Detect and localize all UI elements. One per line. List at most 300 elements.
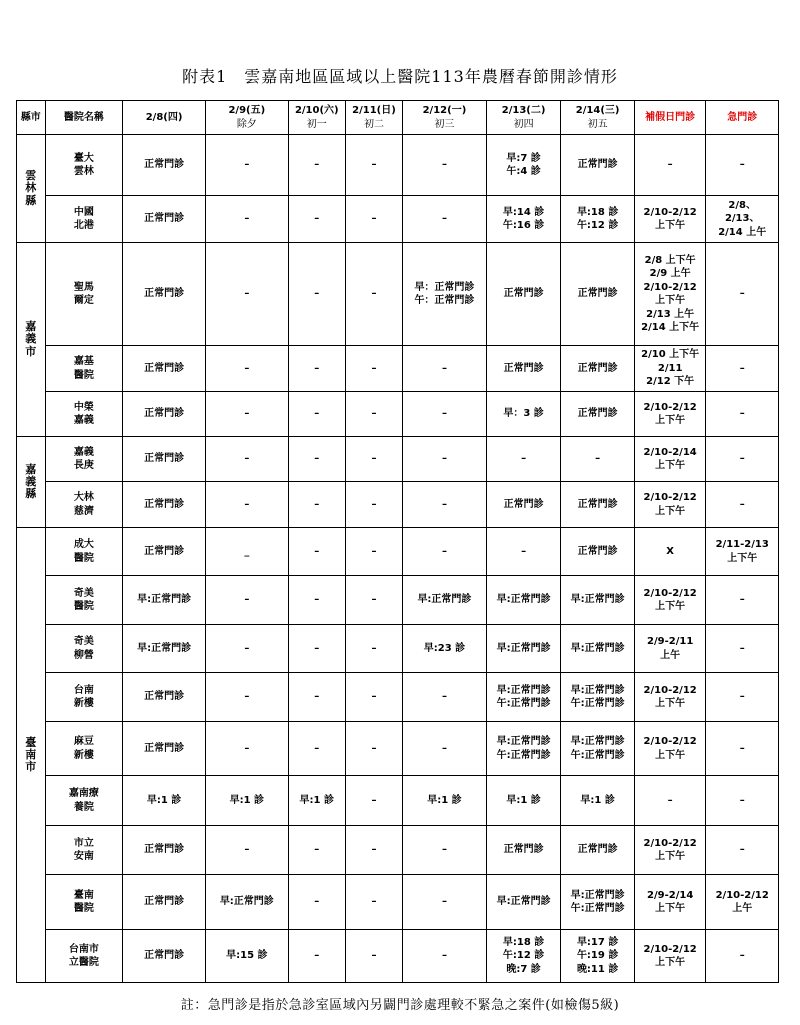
- hospital-line: 醫院: [73, 552, 94, 564]
- hospital-line: 台南市: [68, 943, 99, 955]
- d7-line: 午:正常門診: [570, 903, 625, 914]
- header-d5: [403, 101, 487, 135]
- cell-d6: [486, 722, 561, 776]
- d5-line: –: [441, 742, 447, 754]
- hospital-line: 雲林: [73, 166, 94, 177]
- cell-d4: [345, 135, 402, 196]
- hospital-cell: [45, 722, 123, 776]
- d6-line: 早:正常門診: [496, 642, 551, 654]
- cell-emergency: [706, 243, 779, 346]
- holiday-line: 2/9-2/14: [647, 889, 694, 901]
- cell-emergency: [706, 482, 779, 528]
- d2-line: _: [244, 545, 250, 557]
- cell-d4: [345, 625, 402, 673]
- d6-line: 晚:7 診: [506, 963, 541, 975]
- d7-line: 午:正常門診: [570, 698, 625, 709]
- cell-d4: [345, 930, 402, 983]
- header-d1: 2/8(四): [123, 101, 206, 135]
- d6-line: 早:正常門診: [496, 684, 551, 696]
- holiday-line: 上午: [660, 649, 681, 661]
- cell-d3: [288, 625, 345, 673]
- cell-d6: [486, 673, 561, 722]
- d3-line: –: [314, 408, 320, 420]
- cell-d7: [561, 875, 635, 930]
- d5-line: 早:正常門診: [417, 594, 472, 606]
- cell-d5: [403, 826, 487, 875]
- d4-line: –: [371, 288, 377, 300]
- cell-d1: [123, 576, 206, 625]
- d7-line: 早:正常門診: [570, 736, 625, 747]
- header-d2-sub: 除夕: [236, 118, 257, 130]
- header-hospital: 醫院名稱: [45, 101, 123, 135]
- cell-d6: [486, 243, 561, 346]
- d2-line: –: [244, 844, 250, 856]
- cell-d1: [123, 875, 206, 930]
- cell-d4: [345, 482, 402, 528]
- holiday-line: 2/10-2/12: [643, 401, 697, 413]
- d5-line: 午：正常門診: [414, 295, 475, 306]
- cell-d6: [486, 135, 561, 196]
- cell-d1: [123, 392, 206, 437]
- hospital-cell: [45, 673, 123, 722]
- header-county: 縣市: [17, 101, 46, 135]
- cell-d1: [123, 930, 206, 983]
- hospital-line: 柳營: [73, 649, 94, 661]
- d6-line: 早:正常門診: [496, 594, 551, 606]
- d1-line: 正常門診: [144, 453, 185, 465]
- cell-d1: [123, 243, 206, 346]
- cell-d1: [123, 722, 206, 776]
- cell-d4: [345, 243, 402, 346]
- d3-line: –: [314, 950, 320, 962]
- header-d7: [561, 101, 635, 135]
- header-d7-date: 2/14(三): [575, 105, 620, 116]
- holiday-line: 2/10-2/12: [643, 492, 697, 503]
- cell-d4: [345, 437, 402, 482]
- d7-line: 早:正常門診: [570, 889, 625, 901]
- cell-d3: [288, 196, 345, 243]
- d6-line: 午:16 診: [502, 220, 545, 231]
- emergency-line: –: [739, 742, 745, 754]
- cell-d3: [288, 673, 345, 722]
- emergency-line: 上下午: [727, 552, 758, 564]
- hospital-line: 台南: [73, 684, 94, 696]
- d5-line: –: [441, 159, 447, 171]
- table-row: [17, 392, 779, 437]
- emergency-line: 2/10-2/12: [715, 889, 769, 901]
- header-d4-date: 2/11(日): [352, 105, 396, 116]
- holiday-line: 2/10-2/12: [643, 837, 697, 849]
- emergency-line: 2/14 上午: [718, 226, 767, 238]
- header-d2-date: 2/9(五): [228, 105, 266, 116]
- cell-d2: [205, 673, 288, 722]
- holiday-line: 上下午: [655, 601, 686, 612]
- d6-line: 正常門診: [503, 498, 544, 510]
- cell-d6: [486, 826, 561, 875]
- d7-line: 正常門診: [577, 288, 618, 300]
- cell-d2: [205, 528, 288, 576]
- holiday-line: 2/10-2/14: [643, 446, 697, 458]
- emergency-line: –: [739, 594, 745, 606]
- d2-line: –: [244, 498, 250, 510]
- cell-d3: [288, 482, 345, 528]
- d4-line: –: [371, 498, 377, 510]
- cell-holiday: [634, 528, 706, 576]
- holiday-line: 2/10-2/12: [643, 684, 697, 696]
- d6-line: 午:正常門診: [496, 749, 551, 761]
- cell-emergency: [706, 776, 779, 826]
- cell-d4: [345, 392, 402, 437]
- d5-line: –: [441, 844, 447, 856]
- cell-d3: [288, 437, 345, 482]
- d5-line: 早：正常門診: [414, 281, 475, 293]
- cell-d6: [486, 875, 561, 930]
- d3-line: –: [314, 453, 320, 465]
- d1-line: 正常門診: [144, 691, 185, 703]
- header-d2: [205, 101, 288, 135]
- cell-holiday: [634, 135, 706, 196]
- d5-line: 早:1 診: [427, 794, 462, 806]
- d5-line: 早:23 診: [423, 642, 466, 654]
- cell-d1: [123, 673, 206, 722]
- cell-d1: [123, 776, 206, 826]
- holiday-line: 上下午: [655, 220, 686, 231]
- cell-d4: [345, 776, 402, 826]
- cell-d4: [345, 722, 402, 776]
- hospital-cell: [45, 576, 123, 625]
- holiday-line: 上下午: [655, 415, 686, 426]
- cell-emergency: [706, 930, 779, 983]
- d7-line: 晚:11 診: [576, 963, 619, 975]
- hospital-cell: [45, 875, 123, 930]
- holiday-line: 2/8 上下午: [644, 254, 696, 266]
- table-row: [17, 776, 779, 826]
- cell-emergency: [706, 576, 779, 625]
- emergency-line: –: [739, 691, 745, 703]
- hospital-cell: [45, 437, 123, 482]
- cell-emergency: [706, 528, 779, 576]
- header-d3: [288, 101, 345, 135]
- d3-line: –: [314, 742, 320, 754]
- d7-line: 早:17 診: [576, 936, 619, 948]
- cell-emergency: [706, 346, 779, 392]
- table-row: [17, 826, 779, 875]
- cell-holiday: [634, 346, 706, 392]
- cell-d7: [561, 576, 635, 625]
- cell-holiday: [634, 722, 706, 776]
- cell-d5: [403, 196, 487, 243]
- holiday-line: 2/10-2/12: [643, 736, 697, 747]
- d6-line: 早:正常門診: [496, 736, 551, 747]
- d4-line: –: [371, 691, 377, 703]
- cell-d7: [561, 528, 635, 576]
- hospital-cell: [45, 930, 123, 983]
- hospital-line: 中榮: [73, 401, 94, 413]
- cell-d5: [403, 930, 487, 983]
- cell-d3: [288, 776, 345, 826]
- cell-holiday: [634, 930, 706, 983]
- d1-line: 早:正常門診: [137, 642, 192, 654]
- d1-line: 正常門診: [144, 844, 185, 856]
- cell-d1: [123, 625, 206, 673]
- holiday-line: 2/11: [657, 362, 683, 374]
- cell-emergency: [706, 392, 779, 437]
- d2-line: –: [244, 288, 250, 300]
- cell-d1: [123, 437, 206, 482]
- d7-line: 正常門診: [577, 362, 618, 374]
- holiday-line: –: [667, 794, 673, 806]
- hospital-cell: [45, 135, 123, 196]
- county-cell-chiayi-county: 嘉 義 縣: [17, 437, 46, 528]
- cell-holiday: [634, 875, 706, 930]
- table-row: [17, 625, 779, 673]
- header-holiday: 補假日門診: [634, 101, 706, 135]
- d4-line: –: [371, 742, 377, 754]
- cell-d3: [288, 346, 345, 392]
- emergency-line: –: [739, 794, 745, 806]
- cell-d4: [345, 346, 402, 392]
- d7-line: 午:19 診: [576, 950, 619, 962]
- clinic-schedule-table: [16, 100, 779, 983]
- hospital-cell: [45, 826, 123, 875]
- holiday-line: 2/10-2/12: [643, 943, 697, 955]
- d5-line: –: [441, 950, 447, 962]
- cell-d3: [288, 930, 345, 983]
- table-row: [17, 243, 779, 346]
- hospital-cell: [45, 243, 123, 346]
- d7-line: 早:正常門診: [570, 594, 625, 606]
- d4-line: –: [371, 642, 377, 654]
- cell-d4: [345, 673, 402, 722]
- hospital-line: 嘉南療: [68, 788, 99, 799]
- hospital-line: 安南: [73, 851, 94, 862]
- hospital-line: 醫院: [73, 369, 94, 381]
- emergency-line: –: [739, 408, 745, 420]
- table-row: [17, 196, 779, 243]
- d4-line: –: [371, 362, 377, 374]
- holiday-line: –: [667, 159, 673, 171]
- cell-d6: [486, 346, 561, 392]
- county-cell-tainan: 臺 南 市: [17, 528, 46, 983]
- d3-line: –: [314, 213, 320, 225]
- cell-d2: [205, 826, 288, 875]
- cell-holiday: [634, 482, 706, 528]
- d7-line: 正常門診: [577, 159, 618, 171]
- holiday-line: 2/9-2/11: [647, 636, 694, 647]
- d6-line: 午:正常門診: [496, 698, 551, 709]
- cell-d2: [205, 243, 288, 346]
- holiday-line: 2/13 上午: [646, 308, 695, 320]
- hospital-line: 長庚: [73, 460, 94, 471]
- hospital-line: 爾定: [73, 295, 94, 306]
- cell-d7: [561, 826, 635, 875]
- d4-line: –: [371, 844, 377, 856]
- cell-emergency: [706, 875, 779, 930]
- holiday-line: 2/10-2/12: [643, 587, 697, 599]
- holiday-line: 2/14 上下午: [641, 322, 700, 333]
- cell-d6: [486, 930, 561, 983]
- cell-d5: [403, 875, 487, 930]
- hospital-line: 嘉義: [73, 415, 94, 426]
- cell-d2: [205, 482, 288, 528]
- header-d6: [486, 101, 561, 135]
- county-cell-chiayi-city: 嘉 義 市: [17, 243, 46, 437]
- header-d7-sub: 初五: [587, 118, 608, 130]
- d1-line: 正常門診: [144, 896, 185, 908]
- cell-d7: [561, 625, 635, 673]
- table-row: [17, 346, 779, 392]
- cell-d3: [288, 528, 345, 576]
- cell-d6: [486, 776, 561, 826]
- cell-d6: [486, 392, 561, 437]
- d6-line: 午:12 診: [502, 950, 545, 962]
- d3-line: –: [314, 844, 320, 856]
- cell-holiday: [634, 576, 706, 625]
- emergency-line: 2/13、: [724, 213, 760, 225]
- cell-holiday: [634, 392, 706, 437]
- d6-line: 早:18 診: [502, 936, 545, 948]
- cell-d4: [345, 196, 402, 243]
- cell-d2: [205, 930, 288, 983]
- d5-line: –: [441, 408, 447, 420]
- d3-line: –: [314, 362, 320, 374]
- emergency-line: –: [739, 362, 745, 374]
- d3-line: –: [314, 896, 320, 908]
- hospital-line: 新樓: [73, 698, 94, 709]
- cell-d5: [403, 625, 487, 673]
- hospital-line: 臺大: [73, 152, 94, 164]
- cell-d2: [205, 875, 288, 930]
- d5-line: –: [441, 498, 447, 510]
- table-row: [17, 437, 779, 482]
- d4-line: –: [371, 453, 377, 465]
- header-d4: [345, 101, 402, 135]
- cell-d5: [403, 346, 487, 392]
- d4-line: –: [371, 159, 377, 171]
- cell-d4: [345, 875, 402, 930]
- cell-d2: [205, 196, 288, 243]
- d2-line: 早:1 診: [229, 794, 265, 806]
- cell-emergency: [706, 437, 779, 482]
- hospital-line: 大林: [73, 492, 94, 503]
- d4-line: –: [371, 950, 377, 962]
- d7-line: 正常門診: [577, 545, 618, 557]
- d1-line: 早:正常門診: [137, 594, 192, 606]
- cell-d5: [403, 776, 487, 826]
- d6-line: 正常門診: [503, 362, 544, 374]
- cell-d1: [123, 826, 206, 875]
- d2-line: –: [244, 742, 250, 754]
- holiday-line: 上下午: [655, 698, 686, 709]
- d6-line: 午:4 診: [506, 166, 541, 177]
- cell-d7: [561, 673, 635, 722]
- d4-line: –: [371, 594, 377, 606]
- cell-d7: [561, 482, 635, 528]
- cell-d2: [205, 135, 288, 196]
- d7-line: –: [595, 453, 601, 465]
- d3-line: –: [314, 498, 320, 510]
- d6-line: 正常門診: [503, 844, 544, 856]
- hospital-line: 中國: [73, 206, 94, 218]
- d6-line: –: [521, 453, 527, 465]
- cell-d3: [288, 576, 345, 625]
- cell-d6: [486, 437, 561, 482]
- cell-d3: [288, 826, 345, 875]
- table-row: [17, 722, 779, 776]
- cell-d7: [561, 243, 635, 346]
- cell-holiday: [634, 826, 706, 875]
- emergency-line: –: [739, 453, 745, 465]
- d1-line: 正常門診: [144, 362, 185, 374]
- header-d4-sub: 初二: [363, 118, 384, 130]
- d2-line: –: [244, 642, 250, 654]
- d2-line: 早:15 診: [226, 950, 268, 962]
- d1-line: 正常門診: [144, 159, 185, 171]
- table-row: [17, 875, 779, 930]
- header-d6-sub: 初四: [513, 118, 534, 130]
- cell-d7: [561, 346, 635, 392]
- cell-emergency: [706, 673, 779, 722]
- hospital-cell: [45, 392, 123, 437]
- hospital-cell: [45, 528, 123, 576]
- d5-line: –: [441, 545, 447, 557]
- d2-line: –: [244, 159, 250, 171]
- hospital-line: 北港: [73, 220, 94, 231]
- d4-line: –: [371, 794, 377, 806]
- cell-d5: [403, 528, 487, 576]
- d2-line: 早:正常門診: [219, 896, 274, 908]
- d3-line: –: [314, 288, 320, 300]
- cell-d3: [288, 243, 345, 346]
- hospital-line: 市立: [73, 837, 94, 849]
- emergency-line: –: [739, 288, 745, 300]
- hospital-line: 聖馬: [73, 281, 94, 293]
- table-row: [17, 673, 779, 722]
- emergency-line: –: [739, 950, 745, 962]
- d1-line: 正常門診: [144, 213, 185, 225]
- d7-line: 正常門診: [577, 844, 618, 856]
- emergency-line: –: [739, 642, 745, 654]
- hospital-line: 立醫院: [68, 957, 99, 968]
- hospital-line: 慈濟: [73, 505, 94, 517]
- cell-d7: [561, 776, 635, 826]
- d1-line: 早:1 診: [146, 794, 182, 806]
- cell-d6: [486, 625, 561, 673]
- cell-emergency: [706, 135, 779, 196]
- hospital-cell: [45, 196, 123, 243]
- holiday-line: 2/10-2/12: [643, 206, 697, 218]
- hospital-line: 臺南: [73, 889, 94, 901]
- cell-holiday: [634, 437, 706, 482]
- d2-line: –: [244, 594, 250, 606]
- d1-line: 正常門診: [144, 545, 185, 557]
- hospital-cell: [45, 776, 123, 826]
- d7-line: 早:18 診: [576, 206, 619, 218]
- d6-line: 早:1 診: [506, 794, 541, 806]
- hospital-cell: [45, 346, 123, 392]
- hospital-line: 嘉義: [73, 446, 94, 458]
- d7-line: 正常門診: [577, 408, 618, 420]
- cell-d1: [123, 482, 206, 528]
- hospital-line: 嘉基: [73, 356, 94, 367]
- cell-d5: [403, 576, 487, 625]
- header-emergency: 急門診: [706, 101, 779, 135]
- d2-line: –: [244, 453, 250, 465]
- cell-holiday: [634, 625, 706, 673]
- cell-d7: [561, 392, 635, 437]
- emergency-line: 2/11-2/13: [715, 539, 769, 550]
- table-row: [17, 930, 779, 983]
